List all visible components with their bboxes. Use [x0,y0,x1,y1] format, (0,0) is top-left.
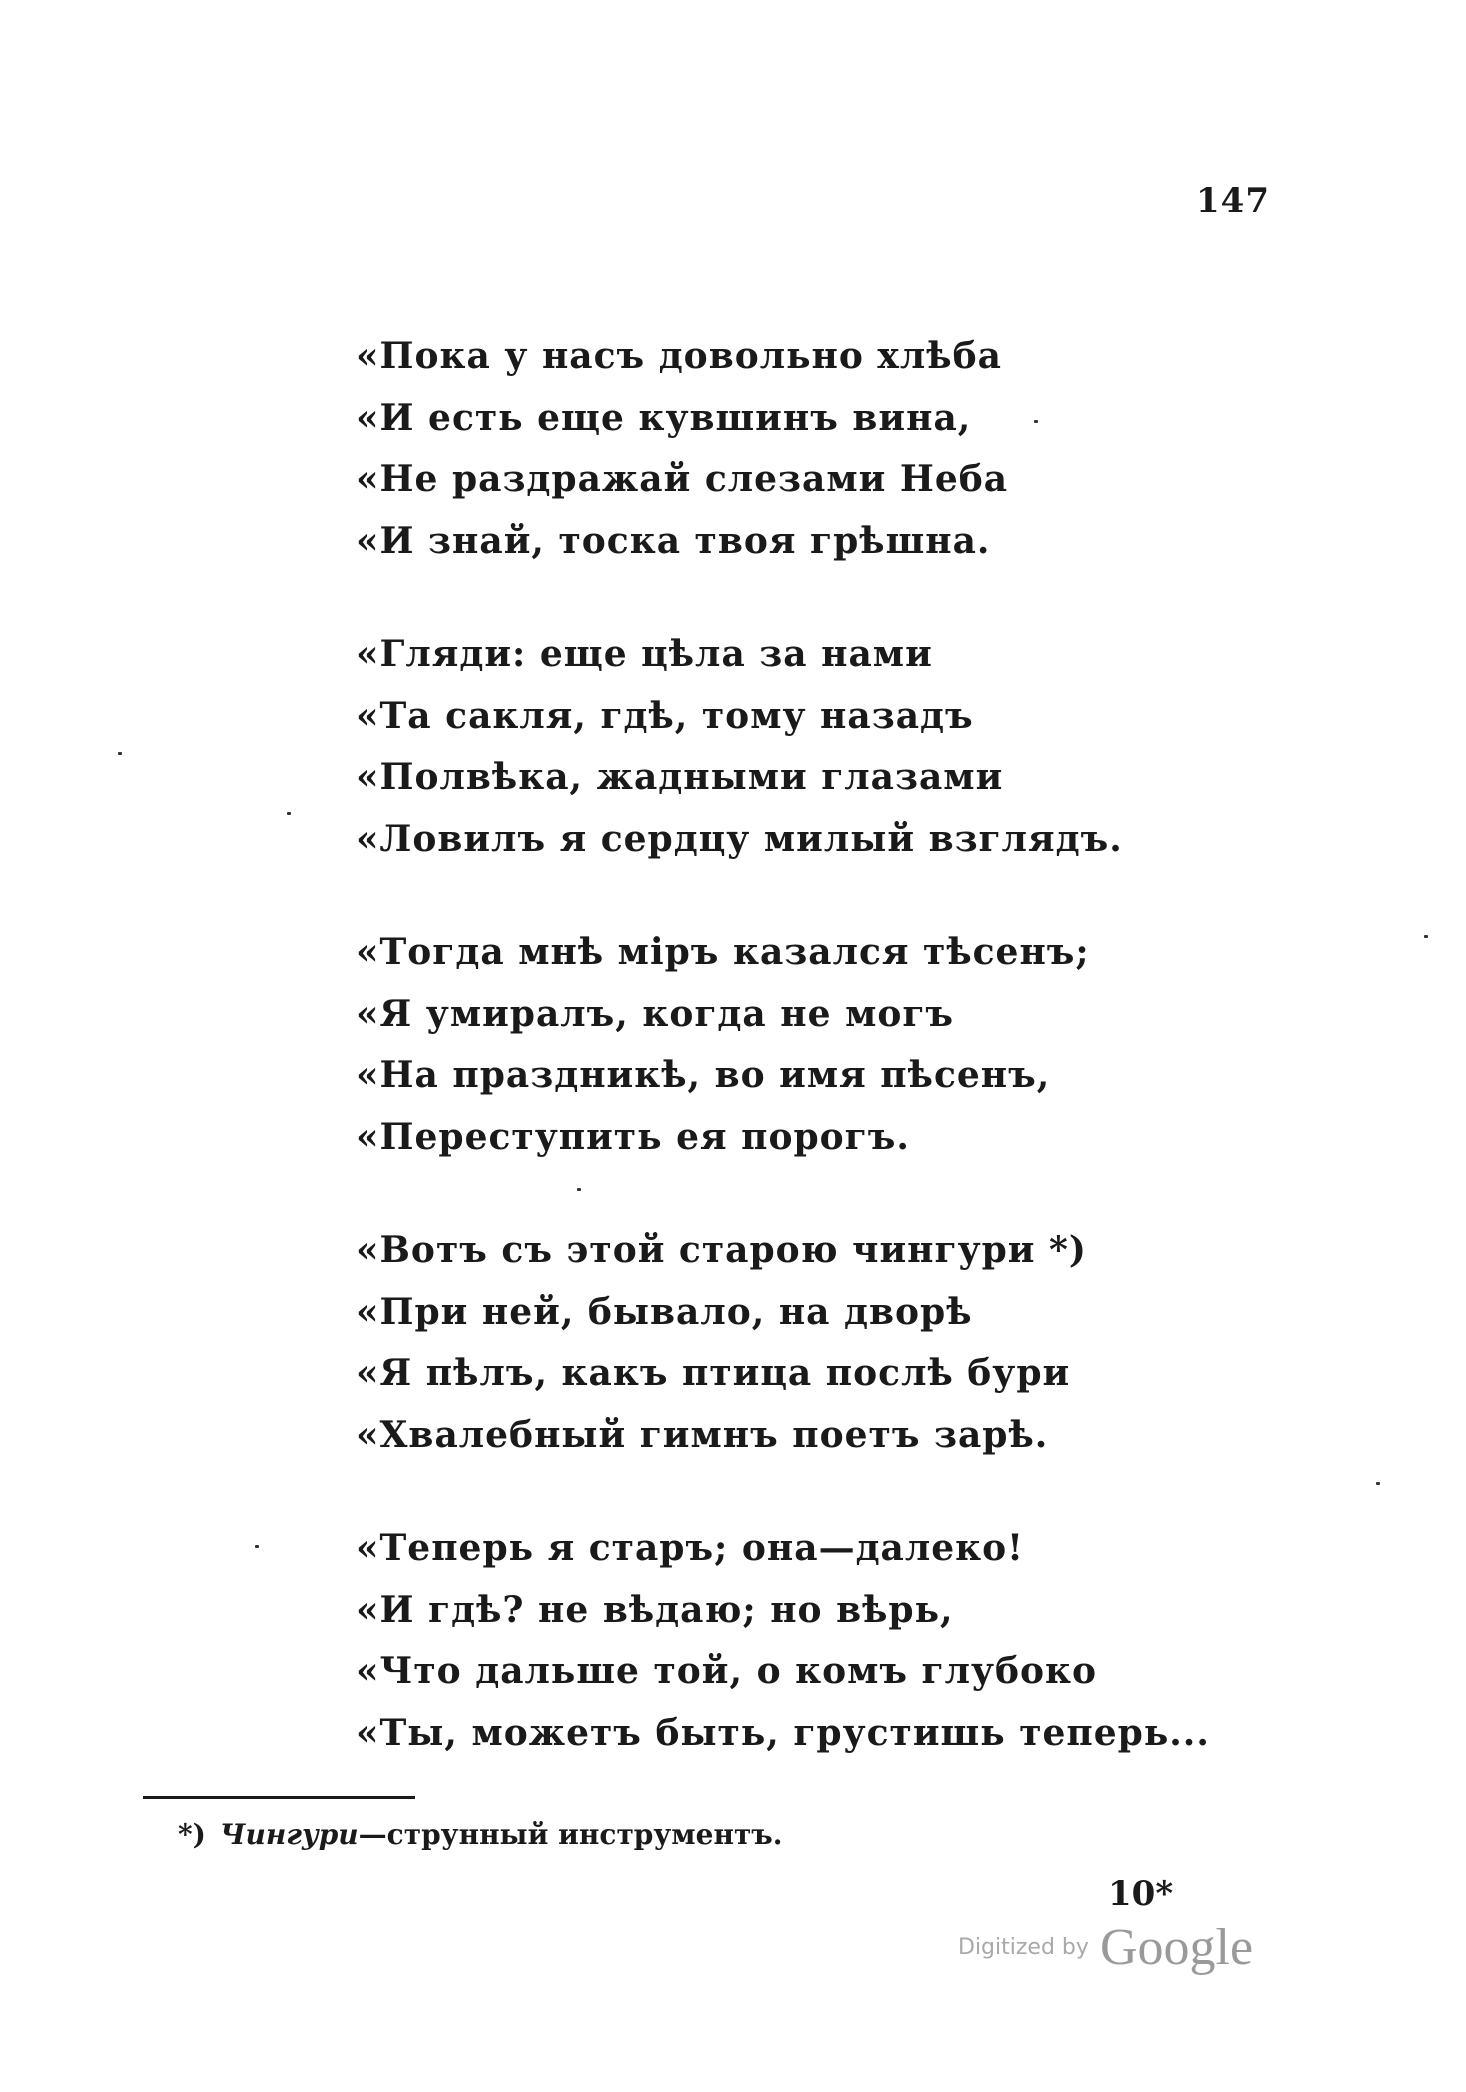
poem-line: «Я пѣлъ, какъ птица послѣ бури [356,1352,1071,1394]
poem-line: «Переступить ея порогъ. [356,1115,910,1158]
page-number: 147 [1196,181,1270,221]
footnote-definition: —струнный инструментъ. [358,1818,783,1851]
footnote-divider [143,1796,415,1799]
poem-line: «И есть еще кувшинъ вина, [356,396,972,439]
scan-speck [1424,935,1428,938]
stanza [356,922,1256,1168]
poem-line: «Хвалебный гимнъ поетъ зарѣ. [356,1413,1049,1456]
scan-speck [577,1188,581,1191]
stanza [356,326,1256,572]
poem-line: «Я умиралъ, когда не могъ [356,992,955,1035]
poem-line: «Ты, можетъ быть, грустишь теперь... [356,1711,1210,1754]
scan-speck [1034,420,1038,423]
poem [356,326,1256,1764]
poem-line: «Что дальше той, о комъ глубоко [356,1650,1098,1692]
poem-line: «Полвѣка, жадными глазами [356,756,1004,798]
poem-line: «Та сакля, гдѣ, тому назадъ [356,694,974,737]
footnote-marker: *) [178,1818,206,1851]
stanza [356,624,1256,870]
digitized-watermark [958,1918,1253,1977]
digitized-by-text: Digitized by [958,1935,1089,1960]
poem-line: «И знай, тоска твоя грѣшна. [356,519,991,562]
stanza [356,1518,1256,1764]
signature-mark: 10* [1108,1874,1174,1914]
stanza [356,1220,1256,1466]
scan-speck [1376,1482,1380,1485]
poem-line: «Пока у насъ довольно хлѣба [356,335,1002,377]
poem-line: «Вотъ съ этой старою чингури *) [356,1229,1087,1271]
poem-line: «Не раздражай слезами Неба [356,458,1009,500]
poem-line: «И гдѣ? не вѣдаю; но вѣрь, [356,1588,954,1631]
poem-line: «При ней, бывало, на дворѣ [356,1290,973,1333]
poem-line: «На праздникѣ, во имя пѣсенъ, [356,1054,1051,1096]
footnote [178,1818,783,1851]
scan-speck [118,752,122,755]
scan-speck [255,1545,259,1548]
poem-line: «Теперь я старъ; она—далеко! [356,1527,1024,1569]
poem-line: «Тогда мнѣ міръ казался тѣсенъ; [356,931,1090,973]
poem-line: «Гляди: еще цѣла за нами [356,633,933,675]
footnote-term: Чингури [219,1818,359,1851]
poem-line: «Ловилъ я сердцу милый взглядъ. [356,817,1123,860]
scan-speck [287,812,291,815]
google-logo: Google [1100,1919,1254,1976]
